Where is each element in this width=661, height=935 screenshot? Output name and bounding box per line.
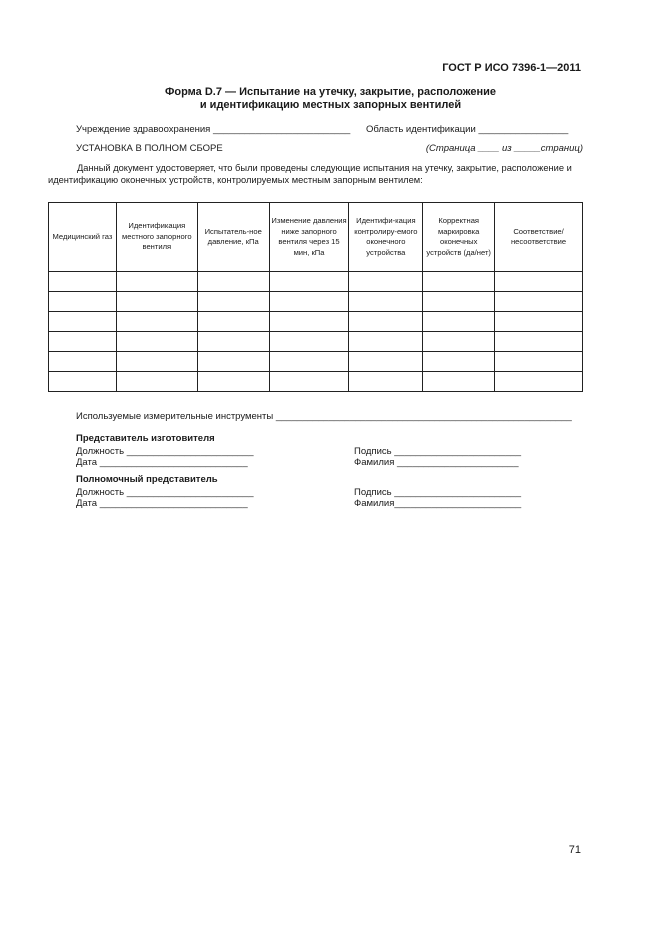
table-cell[interactable] — [495, 292, 583, 312]
table-cell[interactable] — [49, 272, 117, 292]
authorized-surname-field[interactable]: ________________________ — [394, 498, 522, 509]
manufacturer-surname-field[interactable]: _______________________ — [396, 457, 519, 468]
institution-label: Учреждение здравоохранения — [76, 124, 211, 135]
instruments-label: Используемые измерительные инструменты — [76, 411, 274, 422]
table-cell[interactable] — [269, 372, 349, 392]
table-cell[interactable] — [349, 272, 423, 292]
table-cell[interactable] — [269, 272, 349, 292]
table-cell[interactable] — [269, 292, 349, 312]
test-results-table — [48, 202, 583, 392]
authorized-position-field[interactable]: ________________________ — [126, 487, 254, 498]
authorized-signature-line — [354, 487, 521, 498]
form-title — [0, 86, 661, 112]
authorized-signature-label: Подпись — [354, 487, 392, 498]
manufacturer-date-line — [76, 457, 248, 468]
table-cell[interactable] — [116, 352, 197, 372]
table-cell[interactable] — [197, 332, 269, 352]
identification-area-line — [366, 124, 568, 135]
table-cell[interactable] — [495, 332, 583, 352]
table-cell[interactable] — [349, 352, 423, 372]
manufacturer-position-line — [76, 446, 254, 457]
manufacturer-position-field[interactable]: ________________________ — [126, 446, 254, 457]
table-cell[interactable] — [49, 372, 117, 392]
document-standard-number: ГОСТ Р ИСО 7396-1—2011 — [442, 62, 581, 74]
instruments-field[interactable]: ________________________________________________________ — [275, 411, 572, 422]
table-cell[interactable] — [349, 332, 423, 352]
page-number: 71 — [568, 844, 581, 856]
column-header-terminal-identification: Идентифи-кация контролиру-емого оконечного устройства — [349, 203, 423, 272]
authorized-date-field[interactable]: ____________________________ — [99, 498, 248, 509]
identification-area-field[interactable]: _________________ — [478, 124, 569, 135]
table-cell[interactable] — [197, 372, 269, 392]
table-cell[interactable] — [116, 292, 197, 312]
table-row — [49, 292, 583, 312]
table-cell[interactable] — [116, 272, 197, 292]
assembly-label: УСТАНОВКА В ПОЛНОМ СБОРЕ — [76, 143, 223, 154]
manufacturer-signature-line — [354, 446, 521, 457]
page-count-note: (Страница ____ из _____страниц) — [425, 143, 583, 154]
table-row — [49, 312, 583, 332]
authorized-date-line — [76, 498, 248, 509]
table-cell[interactable] — [423, 332, 495, 352]
manufacturer-signature-label: Подпись — [354, 446, 392, 457]
table-cell[interactable] — [197, 312, 269, 332]
authorized-surname-line — [354, 498, 521, 509]
table-cell[interactable] — [423, 272, 495, 292]
table-cell[interactable] — [349, 372, 423, 392]
table-cell[interactable] — [423, 352, 495, 372]
table-cell[interactable] — [197, 272, 269, 292]
column-header-compliance: Соответствие/ несоответствие — [495, 203, 583, 272]
column-header-pressure-change: Изменение давления ниже запорного вентиля через 15 мин, кПа — [269, 203, 349, 272]
table-row — [49, 372, 583, 392]
table-cell[interactable] — [49, 312, 117, 332]
manufacturer-surname-line — [354, 457, 519, 468]
authorized-position-line — [76, 487, 254, 498]
authorized-surname-label: Фамилия — [354, 498, 395, 509]
identification-area-label: Область идентификации — [366, 124, 476, 135]
column-header-valve-identification: Идентификация местного запорного вентиля — [116, 203, 197, 272]
table-row — [49, 352, 583, 372]
table-cell[interactable] — [495, 312, 583, 332]
table-cell[interactable] — [197, 352, 269, 372]
manufacturer-position-label: Должность — [76, 446, 125, 457]
table-cell[interactable] — [423, 292, 495, 312]
table-cell[interactable] — [423, 372, 495, 392]
column-header-test-pressure: Испытатель-ное давление, кПа — [197, 203, 269, 272]
table-cell[interactable] — [495, 372, 583, 392]
manufacturer-surname-label: Фамилия — [354, 457, 395, 468]
form-title-line-1: Форма D.7 — Испытание на утечку, закрытие, расположение — [164, 86, 496, 98]
instruments-line — [76, 411, 572, 422]
manufacturer-date-field[interactable]: ____________________________ — [99, 457, 248, 468]
manufacturer-section-title: Представитель изготовителя — [76, 433, 215, 444]
table-cell[interactable] — [269, 332, 349, 352]
table-row — [49, 272, 583, 292]
table-header-row — [49, 203, 583, 272]
column-header-correct-marking: Корректная маркировка оконечных устройств (да/нет) — [423, 203, 495, 272]
table-cell[interactable] — [49, 292, 117, 312]
table-cell[interactable] — [423, 312, 495, 332]
table-cell[interactable] — [495, 272, 583, 292]
manufacturer-date-label: Дата — [76, 457, 98, 468]
institution-field[interactable]: __________________________ — [212, 124, 351, 135]
table-cell[interactable] — [495, 352, 583, 372]
table-cell[interactable] — [49, 332, 117, 352]
form-title-line-2: и идентификацию местных запорных вентилей — [199, 99, 462, 111]
table-row — [49, 332, 583, 352]
table-cell[interactable] — [197, 292, 269, 312]
table-cell[interactable] — [349, 312, 423, 332]
authorized-position-label: Должность — [76, 487, 125, 498]
intro-paragraph: Данный документ удостоверяет, что были проведены следующие испытания на утечку, закрытие, расположение и идентификацию оконечных устройств, контролируемых местным запорным вентилем: — [48, 163, 572, 185]
authorized-signature-field[interactable]: ________________________ — [394, 487, 522, 498]
table-cell[interactable] — [269, 312, 349, 332]
authorized-section-title: Полномочный представитель — [76, 474, 218, 485]
table-cell[interactable] — [116, 372, 197, 392]
table-cell[interactable] — [116, 312, 197, 332]
table-cell[interactable] — [116, 332, 197, 352]
table-cell[interactable] — [269, 352, 349, 372]
table-cell[interactable] — [349, 292, 423, 312]
column-header-medical-gas: Медицинский газ — [49, 203, 117, 272]
authorized-date-label: Дата — [76, 498, 98, 509]
institution-line — [76, 124, 350, 135]
manufacturer-signature-field[interactable]: ________________________ — [394, 446, 522, 457]
table-cell[interactable] — [49, 352, 117, 372]
